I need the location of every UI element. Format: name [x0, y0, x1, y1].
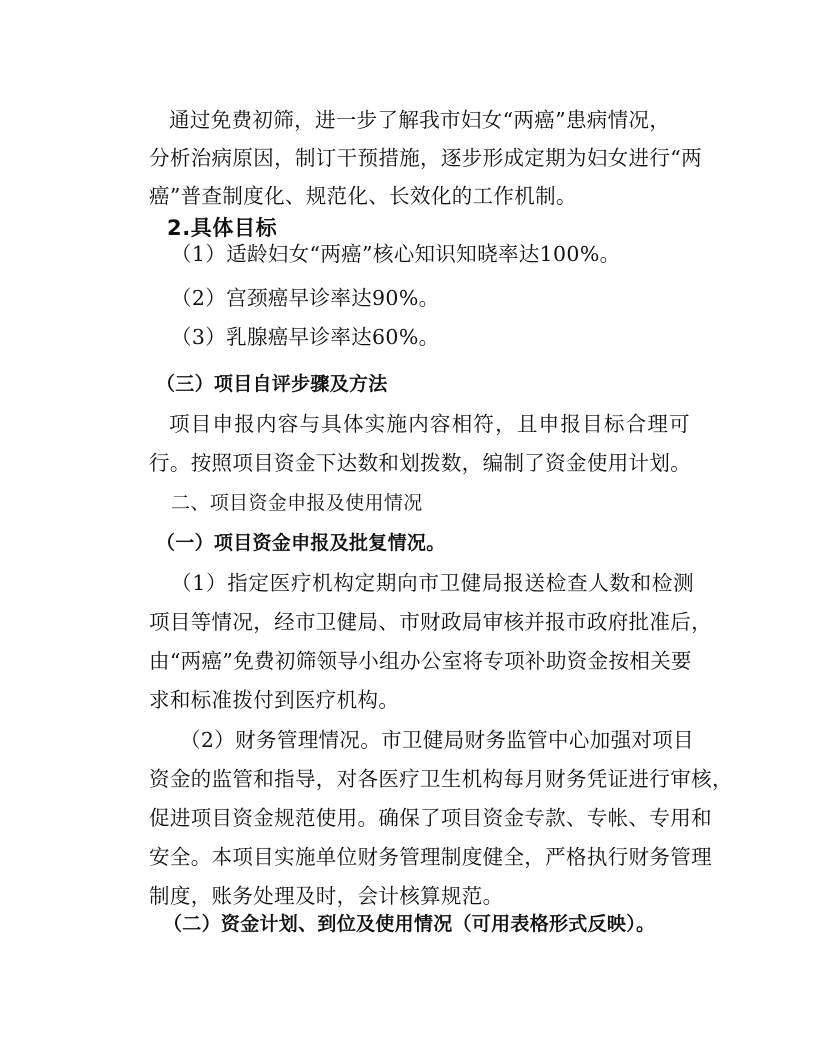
subsection-heading: （三）项目自评步骤及方法 [156, 373, 388, 395]
paragraph-line: 资金的监管和指导，对各医疗卫生机构每月财务凭证进行审核， [149, 767, 733, 791]
paragraph-line: （2）财务管理情况。市卫健局财务监管中心加强对项目 [180, 728, 694, 752]
section-heading: 2.具体目标 [167, 216, 278, 240]
paragraph-line: 安全。本项目实施单位财务管理制度健全，严格执行财务管理 [149, 845, 712, 869]
paragraph-line: 促进项目资金规范使用。确保了项目资金专款、专帐、专用和 [149, 806, 712, 830]
paragraph-line: 项目等情况，经市卫健局、市财政局审核并报市政府批准后， [149, 610, 712, 634]
subsection-heading: （二）资金计划、到位及使用情况（可用表格形式反映）。 [163, 913, 656, 935]
paragraph-line: 由“两癌”免费初筛领导小组办公室将专项补助资金按相关要 [149, 649, 692, 673]
goal-item: （3）乳腺癌早诊率达60%。 [171, 325, 440, 349]
subsection-heading: （一）项目资金申报及批复情况。 [156, 532, 446, 554]
paragraph-line: 求和标准拨付到医疗机构。 [149, 688, 400, 712]
section-heading: 二、项目资金申报及使用情况 [171, 492, 423, 514]
paragraph-line: 制度，账务处理及时，会计核算规范。 [149, 884, 504, 908]
paragraph-line: 分析治病原因，制订干预措施，逐步形成定期为妇女进行“两 [149, 146, 702, 170]
goal-item: （2）宫颈癌早诊率达90%。 [171, 286, 440, 310]
paragraph-line: 项目申报内容与具体实施内容相符，且申报目标合理可 [169, 412, 690, 436]
goal-item: （1）适龄妇女“两癌”核心知识知晓率达100%。 [171, 242, 621, 266]
paragraph-line: 癌”普查制度化、规范化、长效化的工作机制。 [149, 184, 577, 208]
paragraph-line: （1）指定医疗机构定期向市卫健局报送检查人数和检测 [171, 571, 694, 595]
paragraph-line: 行。按照项目资金下达数和划拨数，编制了资金使用计划。 [149, 451, 692, 475]
paragraph-line: 通过免费初筛，进一步了解我市妇女“两癌”患病情况， [169, 108, 671, 132]
